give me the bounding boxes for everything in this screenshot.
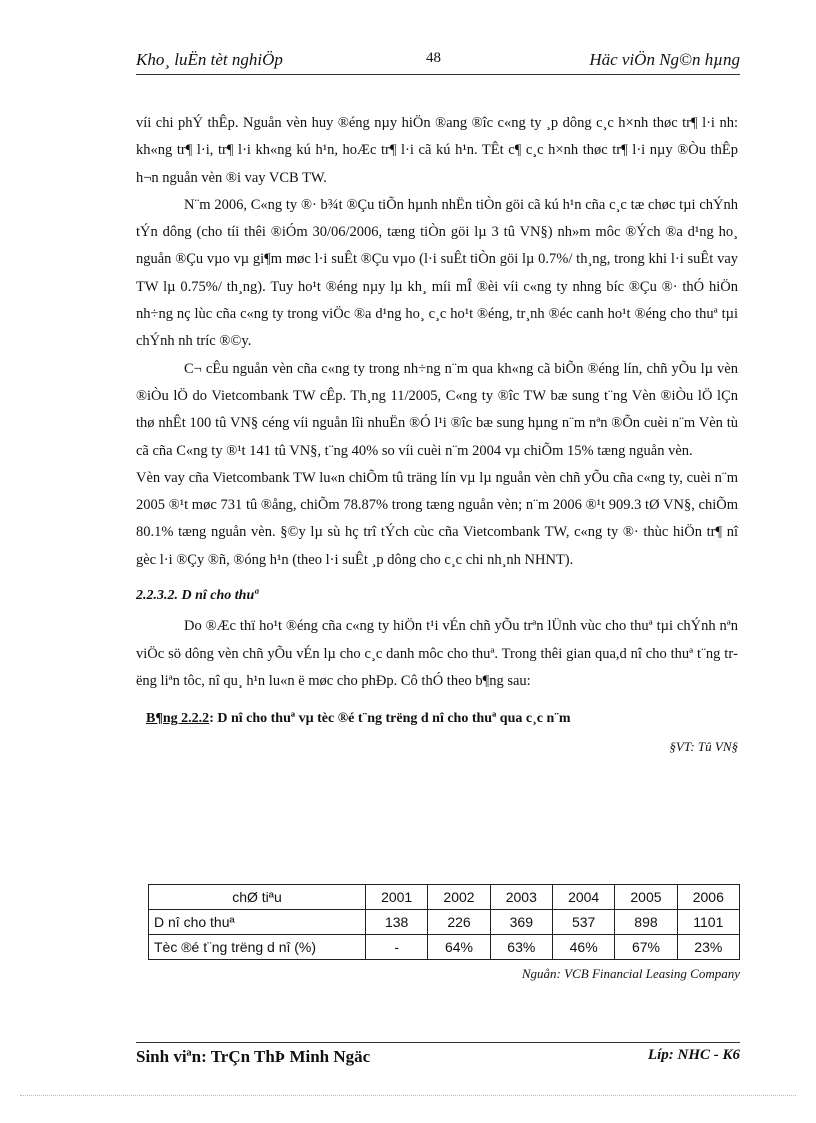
table-cell: 23% xyxy=(677,935,739,960)
institution-name: Häc viÖn Ng©n hµng xyxy=(589,50,740,69)
paragraph-continuation: víi chi phÝ thÊp. Nguån vèn huy ®éng nµy hiÖn ®ang ®îc c«ng ty ¸p dông c¸c h×nh thøc tr¶ l·i nh: kh«ng tr¶ l·i, tr¶ l·i kh«ng kú h¹n, hoÆc tr¶ l·i cã kú h¹n. TÊt c¶ c¸c h×nh thøc tr¶ l·i nµy ®Òu thÊp h¬n nguån vèn ®i vay VCB TW. xyxy=(136,115,738,186)
table-cell: 898 xyxy=(615,910,677,935)
document-body xyxy=(136,110,738,757)
paragraph-deposits: N¨m 2006, C«ng ty ®· b¾t ®Çu tiÕn hµnh nhËn tiÒn göi cã kú h¹n cña c¸c tæ chøc tµi chÝnh tÝn dông (cho tíi thêi ®iÓm 30/06/2006, tæng tiÒn göi lµ 3 tû VN§) nh»m môc ®Ých ®a d¹ng ho¸ nguån ®Çu vµo vµ gi¶m møc l·i suÊt ®Çu vµo (l·i suÊt tiÒn göi lµ 0.7%/ th¸ng, trong khi l·i suÊt vay TW lµ 0.75%/ th¸ng). Tuy ho¹t ®éng nµy lµ kh¸ míi mÎ ®èi víi c«ng ty nhng bíc ®Çu ®· thÓ hiÖn nh÷ng nç lùc cña c«ng ty trong viÖc ®a d¹ng ho¸ c¸c ho¹t ®éng, tr¸nh ®éc canh ho¹t ®éng cho thuª tµi chÝnh nh tríc ®©y. xyxy=(136,196,738,350)
page-edge-divider xyxy=(20,1095,796,1096)
table-cell: 537 xyxy=(552,910,614,935)
table-header-cell: 2005 xyxy=(615,885,677,910)
table-cell: 138 xyxy=(366,910,428,935)
paragraph-vietcombank-loans: Vèn vay cña Vietcombank TW lu«n chiÕm tû träng lín vµ lµ nguån vèn chñ yÕu cña c«ng ty, cuèi n¨m 2005 ®¹t møc 731 tû ®ång, chiÕm 78.87% trong tæng nguån vèn; n¨m 2006 ®¹t 909.3 tØ VN§, chiÕm 80.1% tæng nguån vèn. §©y lµ sù hç trî tÝch cùc cña Vietcombank TW, c«ng ty ®· thùc hiÖn tr¶ nî gèc l·i ®Çy ®ñ, ®óng h¹n (theo l·i suÊt ¸p dông cho c¸c chi nh¸nh NHNT). xyxy=(136,469,738,568)
table-cell: D nî cho thuª xyxy=(149,910,366,935)
table-header-cell: chØ tiªu xyxy=(149,885,366,910)
table-header-row xyxy=(149,885,740,910)
table-cell: 46% xyxy=(552,935,614,960)
table-header-cell: 2003 xyxy=(490,885,552,910)
table-header-cell: 2001 xyxy=(366,885,428,910)
table-cell: Tèc ®é t¨ng trëng d nî (%) xyxy=(149,935,366,960)
table-cell: 63% xyxy=(490,935,552,960)
table-caption-text: : D nî cho thuª vµ tèc ®é t¨ng trëng d nî cho thuª qua c¸c n¨m xyxy=(209,711,571,727)
table-cell: 67% xyxy=(615,935,677,960)
table-cell: 369 xyxy=(490,910,552,935)
source-note: Nguån: VCB Financial Leasing Company xyxy=(521,966,740,981)
table-cell: 64% xyxy=(428,935,490,960)
table-header-cell: 2004 xyxy=(552,885,614,910)
table-header-cell: 2006 xyxy=(677,885,739,910)
table-cell: 1101 xyxy=(677,910,739,935)
header-rule xyxy=(136,74,740,75)
paragraph-capital-structure: C¬ cÊu nguån vèn cña c«ng ty trong nh÷ng n¨m qua kh«ng cã biÕn ®éng lín, chñ yÕu lµ vèn ®iÒu lÖ do Vietcombank TW cÊp. Th¸ng 11/2005, C«ng ty ®îc TW bæ sung t¨ng Vèn ®iÒu lÖ lÇn thø nhÊt 100 tû VN§ céng víi nguån lîi nhuËn ®Ó l¹i ®îc bæ sung hµng n¨m nªn ®Õn cuèi n¨m Vèn tù cã cña C«ng ty ®¹t 141 tû VN§, t¨ng 40% so víi cuèi n¨m 2004 vµ chiÕm 15% tæng nguån vèn. xyxy=(136,360,738,459)
paragraph-leasing-balance: Do ®Æc thï ho¹t ®éng cña c«ng ty hiÖn t¹i vÉn chñ yÕu trªn lÜnh vùc cho thuª tµi chÝnh nªn viÖc sö dông vèn chñ yÕu vÉn lµ cho c¸c danh môc cho thuª. Trong thêi gian qua,d nî cho thuª t¨ng trëng liªn tôc, nî qu¸ h¹n lu«n ë møc cho phÐp. Cô thÓ theo b¶ng sau: xyxy=(136,618,738,689)
table-cell: 226 xyxy=(428,910,490,935)
table-caption-label: B¶ng 2.2.2 xyxy=(146,711,210,727)
table-cell: - xyxy=(366,935,428,960)
unit-note: §VT: Tû VN§ xyxy=(669,738,738,754)
student-name: Sinh viªn: TrÇn ThÞ Minh Ngäc xyxy=(136,1047,371,1066)
table-row xyxy=(149,935,740,960)
page-number: 48 xyxy=(426,50,441,66)
footer-rule xyxy=(136,1042,740,1043)
table-caption xyxy=(146,705,738,732)
thesis-title: Kho¸ luËn tèt nghiÖp xyxy=(136,50,283,69)
class-code: Líp: NHC - K6 xyxy=(647,1047,740,1063)
table-header-cell: 2002 xyxy=(428,885,490,910)
section-heading: 2.2.3.2. D nî cho thuª xyxy=(136,588,258,604)
leasing-table xyxy=(148,884,740,960)
table-row xyxy=(149,910,740,935)
